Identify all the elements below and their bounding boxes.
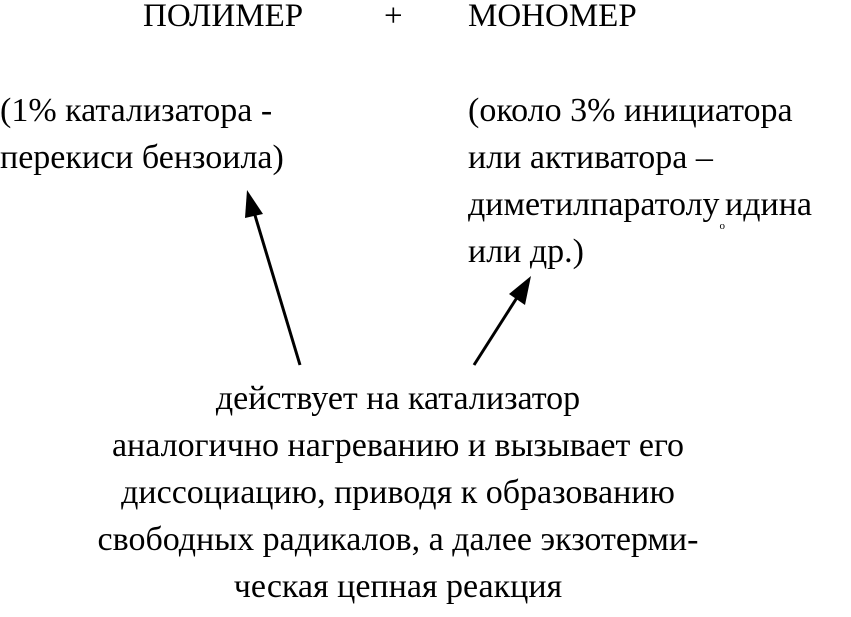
monomer-note-line-3-part-a: диметилпаратолу [468, 186, 720, 223]
polymer-heading: ПОЛИМЕР [143, 0, 304, 34]
effect-line-1: действует на катализатор [215, 380, 581, 417]
effect-line-5: ческая цепная реакция [233, 568, 563, 605]
polymer-note-line-2: перекиси бензоила) [0, 139, 284, 176]
monomer-heading: МОНОМЕР [468, 0, 637, 34]
monomer-note-small-mark: о [719, 220, 726, 232]
monomer-note-line-1: (около 3% инициатора [468, 92, 793, 129]
arrow-to-polymer-shaft [254, 212, 300, 365]
effect-description [0, 382, 796, 617]
monomer-note-line-3-part-b: идина [725, 186, 813, 223]
arrow-to-monomer-shaft [474, 296, 518, 365]
monomer-note-line-4: или др.) [468, 233, 584, 270]
polymer-note-line-1: (1% катализатора - [0, 92, 273, 129]
effect-line-2: аналогично нагреванию и вызывает его [111, 427, 685, 464]
arrow-to-monomer-head [509, 276, 531, 305]
effect-line-4: свободных радикалов, а далее экзотерми- [97, 521, 699, 558]
effect-line-3: диссоциацию, приводя к образованию [121, 474, 675, 511]
plus-sign: + [384, 0, 403, 34]
monomer-note-line-2: или активатора – [468, 139, 713, 176]
arrow-to-polymer-head [245, 190, 263, 218]
